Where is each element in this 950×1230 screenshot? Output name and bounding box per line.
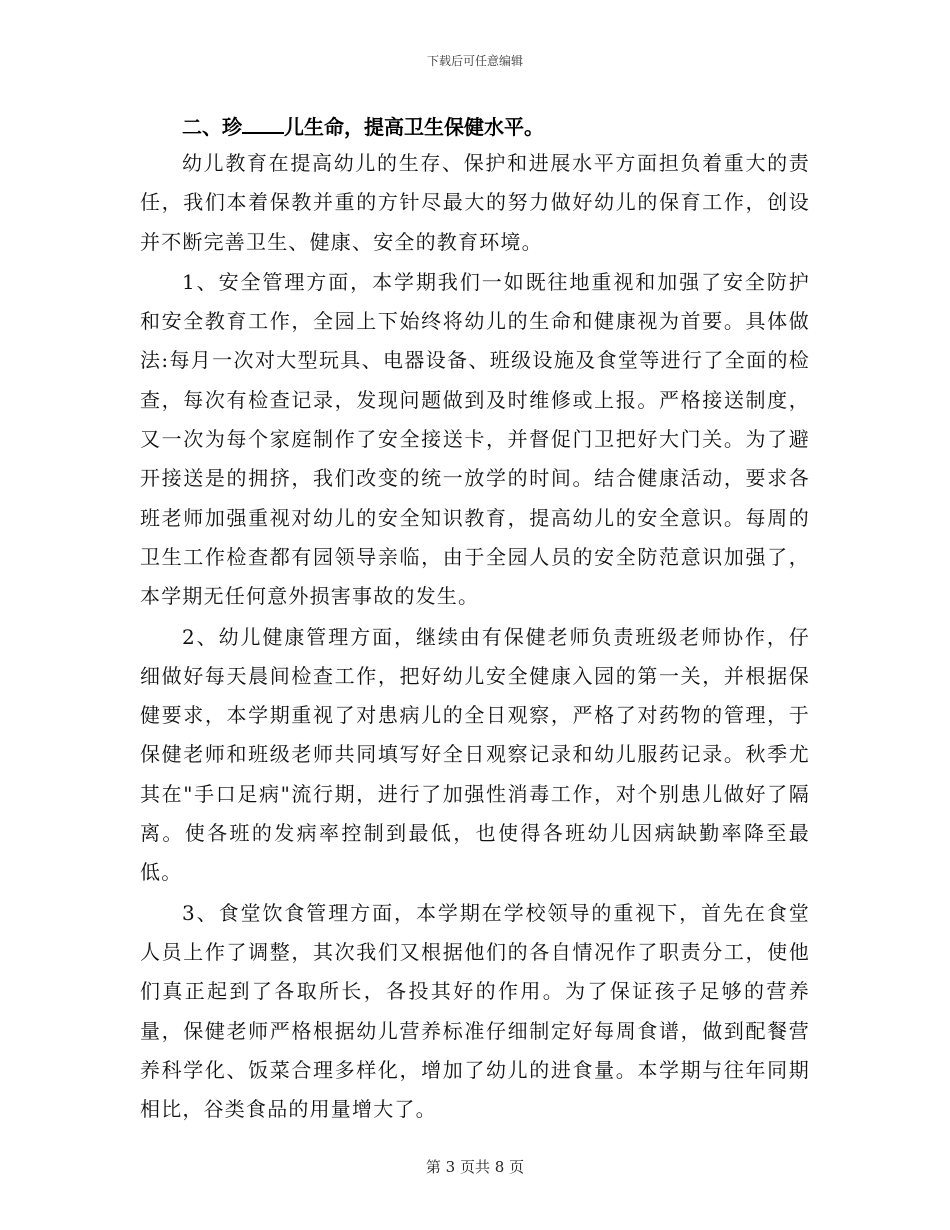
paragraph-safety-management: 1、安全管理方面，本学期我们一如既往地重视和加强了安全防护和安全教育工作，全园上下始终将幼儿的生命和健康视为首要。具体做法:每月一次对大型玩具、电器设备、班级设施及食堂等进行了全面的检查，每次有检查记录，发现问题做到及时维修或上报。严格接送制度，又一次为每个家庭制作了安全接送卡，并督促门卫把好大门关。为了避开接送是的拥挤，我们改变的统一放学的时间。结合健康活动，要求各班老师加强重视对幼儿的安全知识教育，提高幼儿的安全意识。每周的卫生工作检查都有园领导亲临，由于全园人员的安全防范意识加强了，本学期无任何意外损害事故的发生。: [140, 269, 810, 609]
section-heading-prefix: 二、珍: [182, 115, 242, 139]
section-heading-suffix: 儿生命，提高卫生保健水平。: [284, 115, 544, 139]
paragraph-health-management: 2、幼儿健康管理方面，继续由有保健老师负责班级老师协作，仔细做好每天晨间检查工作，把好幼儿安全健康入园的第一关，并根据保健要求，本学期重视了对患病儿的全日观察，严格了对药物的管理，于保健老师和班级老师共同填写好全日观察记录和幼儿服药记录。秋季尤其在"手口足病"流行期，进行了加强性消毒工作，对个别患儿做好了隔离。使各班的发病率控制到最低，也使得各班幼儿因病缺勤率降至最低。: [140, 624, 810, 885]
paragraph-canteen-management: 3、食堂饮食管理方面，本学期在学校领导的重视下，首先在食堂人员上作了调整，其次我们又根据他们的各自情况作了职责分工，使他们真正起到了各取所长，各投其好的作用。为了保证孩子足够的营养量，保健老师严格根据幼儿营养标准仔细制定好每周食谱，做到配餐营养科学化、饭菜合理多样化，增加了幼儿的进食量。本学期与往年同期相比，谷类食品的用量增大了。: [140, 900, 810, 1122]
section-heading: [182, 110, 810, 144]
page-number: 第 3 页共 8 页: [425, 1158, 525, 1176]
heading-blank-underline: [242, 114, 284, 134]
paragraph-intro: 幼儿教育在提高幼儿的生存、保护和进展水平方面担负着重大的责任，我们本着保教并重的方针尽最大的努力做好幼儿的保育工作，创设并不断完善卫生、健康、安全的教育环境。: [140, 151, 810, 254]
page-header-note: 下载后可任意编辑: [426, 54, 523, 68]
document-body: [140, 110, 810, 1129]
